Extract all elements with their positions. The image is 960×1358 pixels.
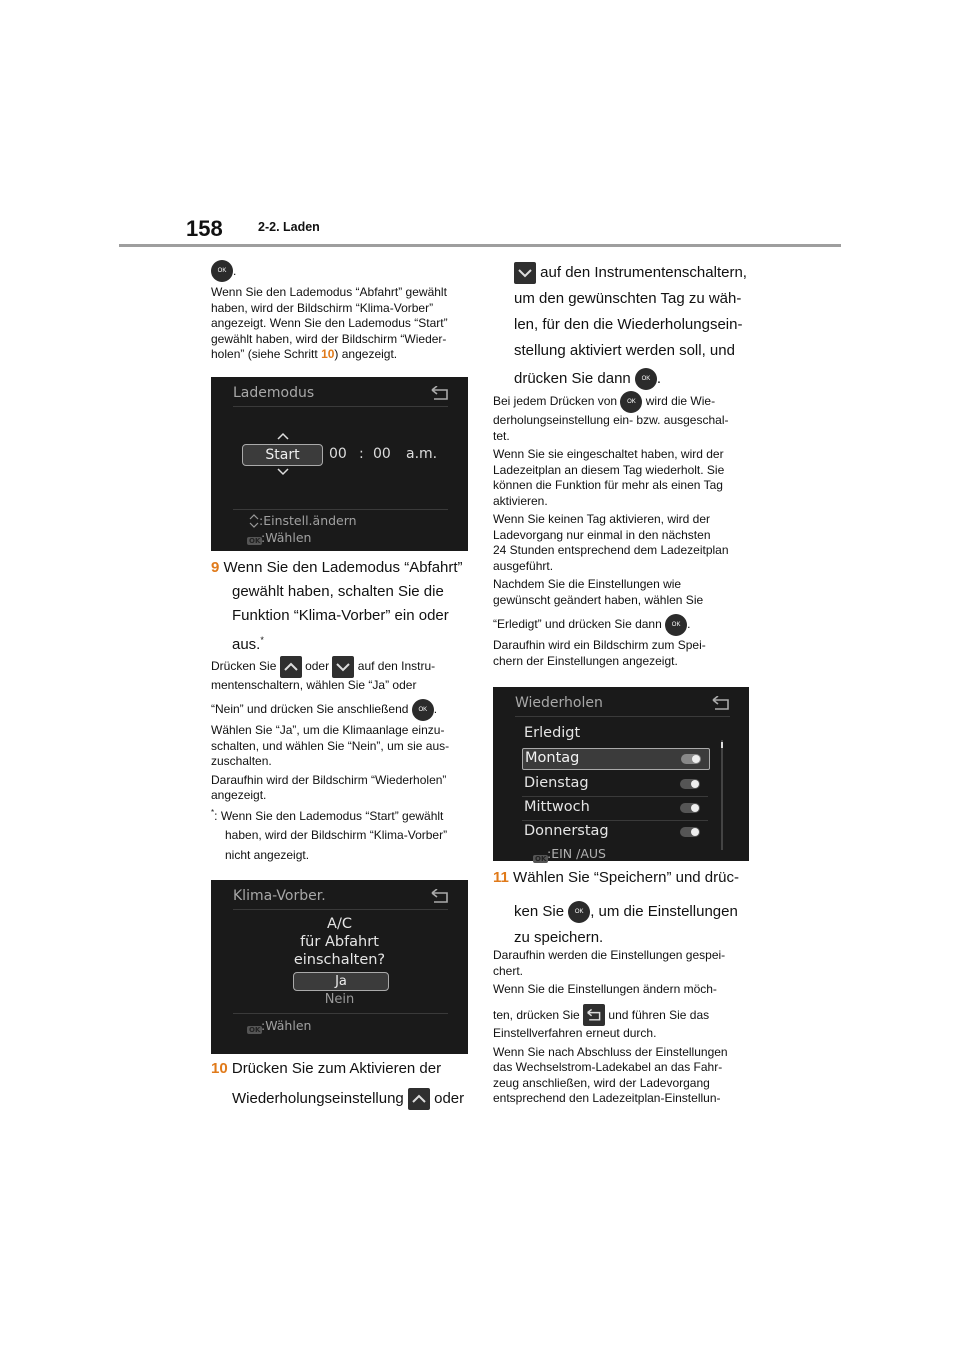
header-rule xyxy=(119,244,841,247)
hint-toggle: :EIN /AUS xyxy=(547,846,606,861)
yes-option[interactable]: Ja xyxy=(293,972,389,991)
back-icon xyxy=(711,696,731,710)
screen-title: Klima-Vorber. xyxy=(233,888,326,904)
step-10-continued: auf den Instrumentenschaltern, um den gewünschten Tag zu wäh- len, für den die Wiederholungsein- stellung aktiviert werden soll, und drücken Sie dann OK . xyxy=(514,260,764,394)
wiederholen-screen xyxy=(493,687,749,861)
hint-change: :Einstell.ändern xyxy=(259,513,357,528)
ok-button-icon: OK xyxy=(665,614,687,636)
list-item-wednesday[interactable]: Mittwoch xyxy=(524,799,590,815)
ok-button-icon: OK xyxy=(412,699,434,721)
list-item-thursday[interactable]: Donnerstag xyxy=(524,823,609,839)
intro-note: Wenn Sie den Lademodus “Abfahrt” gewählt haben, wird der Bildschirm “Klima-Vorber” angezeigt. Wenn Sie den Lademodus “Start” gewählt haben, wird der Bildschirm “Wieder- holen” (siehe Schritt 10) angezeigt. xyxy=(211,285,448,361)
lademodus-screen xyxy=(211,377,468,551)
page-number: 158 xyxy=(186,216,223,241)
step-9: 9 Wenn Sie den Lademodus “Abfahrt” gewählt haben, schalten Sie die Funktion “Klima-Vorber” ein oder aus.* xyxy=(211,559,463,653)
up-arrow-button-icon xyxy=(280,656,302,678)
toggle-wednesday[interactable] xyxy=(680,803,700,813)
screen-title: Lademodus xyxy=(233,385,315,401)
back-button-icon xyxy=(583,1004,605,1026)
back-icon xyxy=(430,889,450,903)
updown-icon xyxy=(249,514,259,528)
up-arrow-button-icon xyxy=(408,1088,430,1110)
step-10: 10 Drücken Sie zum Aktivieren der Wiederholungseinstellung oder xyxy=(211,1057,476,1111)
chevron-up-icon xyxy=(277,432,289,440)
back-icon xyxy=(430,386,450,400)
step-9-body: Drücken Sie oder auf den Instru- mentenschaltern, wählen Sie “Ja” oder “Nein” und drücken Sie anschließend OK . Wählen Sie “Ja”, um die Klimaanlage einzu- schalten, und wählen Sie “Nein”, um sie aus- zuschalten. Daraufhin wird der Bildschirm “Wiederholen” angezeigt. *: Wenn Sie den Lademodus “Start” gewählt haben, wird der Bildschirm “Klima-Vorber” nicht angezeigt. xyxy=(211,655,473,863)
ok-badge-icon: OK xyxy=(535,854,547,863)
time-hour: 00 xyxy=(329,446,347,462)
list-item-monday[interactable]: Montag xyxy=(522,748,710,770)
toggle-monday[interactable] xyxy=(681,754,701,764)
ok-button-icon: OK xyxy=(635,368,657,390)
time-sep: : xyxy=(359,446,364,462)
section-title: 2-2. Laden xyxy=(258,220,320,234)
right-closing: Daraufhin werden die Einstellungen gespei- chert. Wenn Sie die Einstellungen ändern möch- ten, drücken Sie und führen Sie das Einstellverfahren erneut durch. Wenn Sie nach Abschluss der Einstellungen das Wechselstrom-Ladekabel an das Fahr- zeug anschließen, wird der Ladevorgang entsprechend den Ladezeitplan-Einstellun- xyxy=(493,948,728,1106)
ok-button-icon: OK xyxy=(211,260,233,282)
no-option[interactable]: Nein xyxy=(324,992,355,1007)
toggle-tuesday[interactable] xyxy=(680,779,700,789)
list-item-done[interactable]: Erledigt xyxy=(524,725,581,741)
screen-title: Wiederholen xyxy=(515,695,603,711)
list-item-tuesday[interactable]: Dienstag xyxy=(524,775,589,791)
mode-selector[interactable]: Start xyxy=(242,444,323,466)
scrollbar[interactable] xyxy=(721,740,723,850)
ok-badge-icon: OK xyxy=(249,536,261,545)
right-paragraphs: Bei jedem Drücken von OK wird die Wie- derholungseinstellung ein- bzw. ausgeschal- tet. Wenn Sie sie eingeschaltet haben, wird der Ladezeitplan an diesem Tag wiederholt. Sie können die Funktion für mehr als einen Tag aktivieren. Wenn Sie keinen Tag aktivieren, wird der Ladevorgang nur einmal in den nächsten 24 Stunden entsprechend dem Ladezeitplan ausgeführt. Nachdem Sie die Einstellungen wie gewünscht geändert haben, wählen Sie “Erledigt” und drücken Sie dann OK . Daraufhin wird ein Bildschirm zum Spei- chern der Einstellungen angezeigt. xyxy=(493,391,755,669)
intro-ok-line: OK . xyxy=(211,260,236,282)
down-arrow-button-icon xyxy=(332,656,354,678)
toggle-thursday[interactable] xyxy=(680,827,700,837)
ok-button-icon: OK xyxy=(620,391,642,413)
klima-vorber-screen xyxy=(211,880,468,1054)
hint-select: :Wählen xyxy=(261,1018,312,1033)
time-minute: 00 xyxy=(373,446,391,462)
ok-badge-icon: OK xyxy=(249,1025,261,1034)
hint-select: :Wählen xyxy=(261,530,312,545)
question-text: A/C für Abfahrt einschalten? xyxy=(293,916,386,968)
down-arrow-button-icon xyxy=(514,262,536,284)
ok-button-icon: OK xyxy=(568,901,590,923)
step-11: 11 Wählen Sie “Speichern” und drüc- ken Sie OK , um die Einstellungen zu speichern. xyxy=(493,869,739,946)
time-ampm: a.m. xyxy=(406,446,438,462)
chevron-down-icon xyxy=(277,468,289,476)
